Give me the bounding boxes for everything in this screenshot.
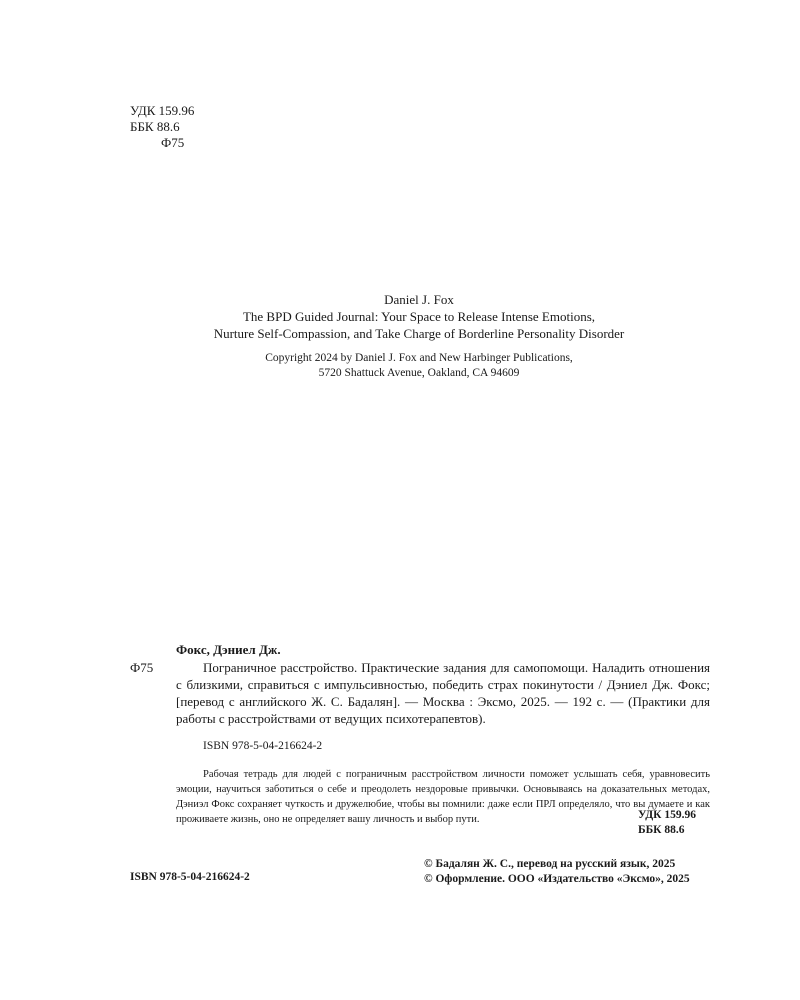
- entry-annotation: Рабочая тетрадь для людей с пограничным расстройством личности поможет услышать себя, уравновесить эмоции, научиться заботиться о себе и преодолеть нездоровые привычки. Основываясь на доказательных методах, Дэниэл Фокс сохраняет чуткость и дружелюбие, чтобы вы помнили: даже если ПРЛ определяло, что вы думаете и как проживаете жизнь, оно не определяет вашу личность и выбор пути.: [176, 769, 710, 825]
- bibliographic-entry: [130, 641, 710, 827]
- udk-code-bottom: УДК 159.96: [637, 809, 696, 821]
- author-sign: Ф75: [161, 135, 185, 150]
- entry-author-heading: Фокс, Дэниел Дж.: [176, 642, 281, 657]
- udk-code: УДК 159.96: [130, 103, 195, 118]
- bbk-code: ББК 88.6: [130, 119, 180, 134]
- copyright-line1: Copyright 2024 by Daniel J. Fox and New Harbinger Publications,: [265, 352, 573, 364]
- original-title-line1: The BPD Guided Journal: Your Space to Release Intense Emotions,: [242, 309, 596, 324]
- original-edition-info: [0, 291, 800, 381]
- original-title-line2: Nurture Self-Compassion, and Take Charge of Borderline Personality Disorder: [213, 326, 625, 341]
- copyright-notices: [424, 857, 690, 887]
- entry-description-row: [130, 659, 710, 727]
- original-copyright: [0, 351, 800, 381]
- entry-description: Пограничное расстройство. Практические задания для самопомощи. Наладить отношения с близкими, справиться с импульсивностью, победить страх покинутости / Дэниел Дж. Фокс; [перевод с английского Ж. С. Бадалян]. — Москва : Эксмо, 2025. — 192 с. — (Практики для работы с расстройствами от ведущих психотерапевтов).: [176, 660, 710, 726]
- bbk-code-bottom: ББК 88.6: [637, 824, 685, 836]
- entry-author-sign: Ф75: [130, 660, 154, 675]
- copyright-line2: 5720 Shattuck Avenue, Oakland, CA 94609: [318, 367, 520, 379]
- design-copyright: © Оформление. ООО «Издательство «Эксмо», 2025: [424, 873, 690, 885]
- original-author: Daniel J. Fox: [384, 292, 454, 307]
- isbn-bottom: ISBN 978-5-04-216624-2: [130, 871, 250, 883]
- classification-top: [130, 103, 194, 151]
- translation-copyright: © Бадалян Ж. С., перевод на русский язык, 2025: [424, 858, 676, 870]
- entry-isbn: ISBN 978-5-04-216624-2: [203, 740, 323, 752]
- classification-bottom: [638, 808, 696, 838]
